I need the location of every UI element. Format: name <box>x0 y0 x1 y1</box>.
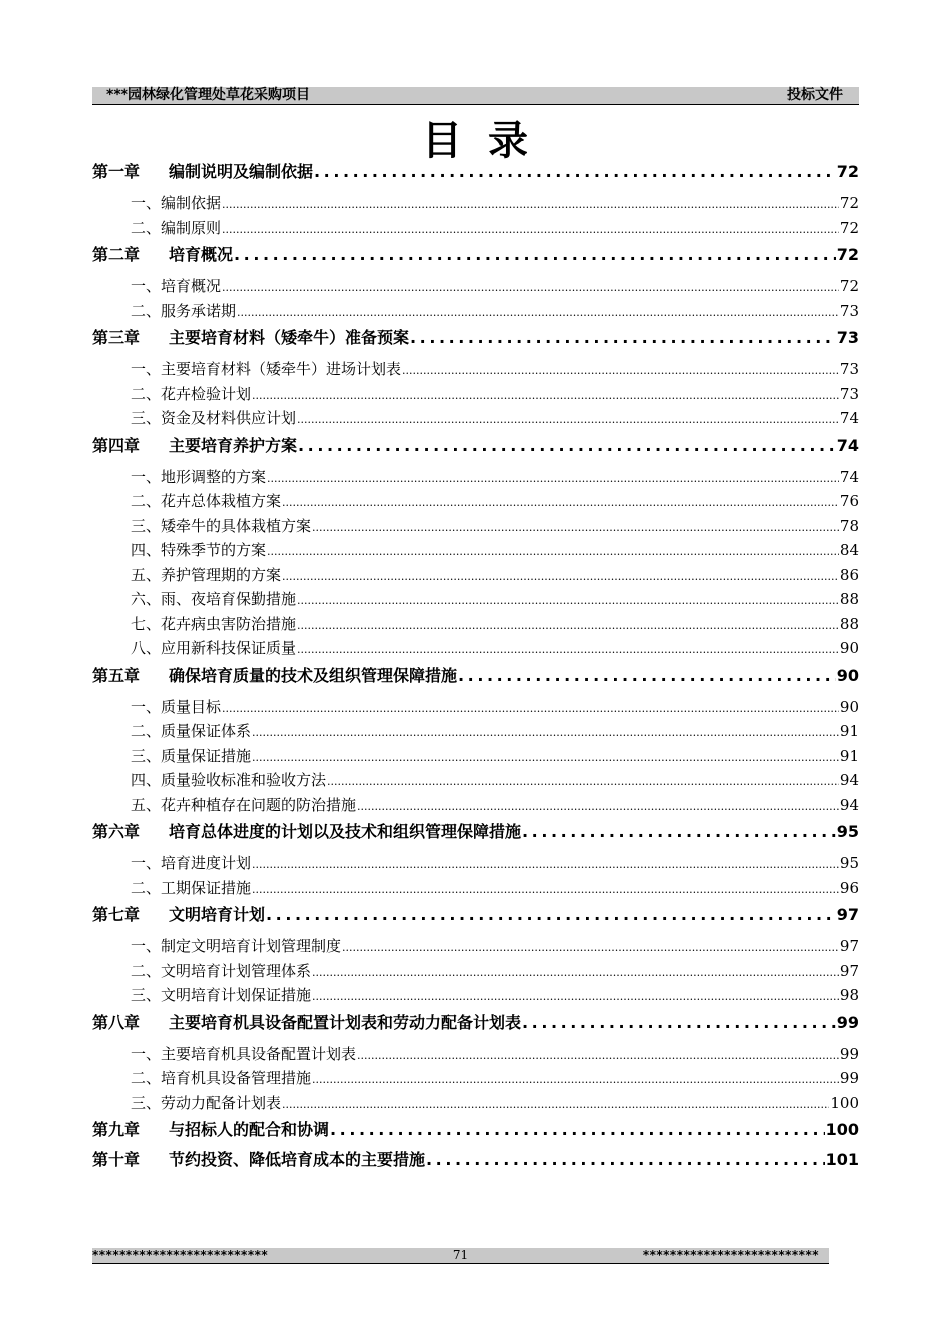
toc-chapter-number: 第八章 <box>92 1012 141 1032</box>
toc-section-number: 二、 <box>131 301 162 320</box>
toc-section-entry[interactable] <box>92 461 859 490</box>
toc-leader-dots <box>312 959 839 986</box>
toc-leader-dots <box>330 1115 825 1145</box>
toc-chapter-title: 主要培育材料（矮牵牛）准备预案 <box>169 328 410 347</box>
toc-chapter-entry[interactable] <box>92 1115 859 1145</box>
toc-leader-dots <box>312 514 839 541</box>
toc-chapter-page: 73 <box>836 328 859 347</box>
toc-leader-dots <box>522 817 836 847</box>
toc-section-entry[interactable] <box>92 406 859 431</box>
toc-section-number: 二、 <box>131 878 162 897</box>
toc-section-page: 73 <box>839 301 859 320</box>
toc-section-page: 99 <box>839 1069 859 1087</box>
toc-section-number: 一、 <box>131 937 162 955</box>
toc-chapter-title: 确保培育质量的技术及组织管理保障措施 <box>169 665 458 685</box>
page-header <box>92 87 859 105</box>
toc-section-page: 97 <box>839 937 859 955</box>
toc-section-title: 编制依据 <box>161 194 222 212</box>
toc-leader-dots <box>357 793 839 820</box>
toc-chapter-page: 90 <box>836 665 859 685</box>
toc-chapter-number: 第九章 <box>92 1120 141 1139</box>
toc-section-page: 94 <box>839 795 859 814</box>
toc-leader-dots <box>282 489 839 516</box>
toc-section-page: 88 <box>839 590 859 608</box>
toc-section-number: 六、 <box>131 590 162 608</box>
toc-leader-dots <box>222 216 839 243</box>
toc-section-page: 84 <box>839 541 859 559</box>
toc-leader-dots <box>342 934 839 961</box>
toc-leader-dots <box>252 744 839 771</box>
toc-section-entry[interactable] <box>92 216 859 241</box>
toc-section-page: 88 <box>839 614 859 633</box>
toc-section-number: 七、 <box>131 614 162 633</box>
toc-leader-dots <box>297 636 839 663</box>
toc-chapter-number: 第五章 <box>92 665 141 685</box>
toc-section-page: 74 <box>839 467 859 486</box>
toc-chapter-page: 101 <box>825 1150 859 1169</box>
toc-section-entry[interactable] <box>92 876 859 901</box>
toc-section-number: 一、 <box>131 194 162 212</box>
toc-section-title: 文明培育计划保证措施 <box>161 986 312 1004</box>
toc-leader-dots <box>357 1042 839 1069</box>
toc-leader-dots <box>252 382 839 409</box>
toc-section-entry[interactable] <box>92 959 859 984</box>
toc-section-entry[interactable] <box>92 719 859 744</box>
toc-section-title: 地形调整的方案 <box>161 467 267 486</box>
toc-section-number: 一、 <box>131 697 162 716</box>
toc-section-title: 花卉检验计划 <box>161 384 252 403</box>
toc-leader-dots <box>522 1008 836 1038</box>
toc-leader-dots <box>297 612 839 639</box>
toc-chapter-title: 文明培育计划 <box>169 905 266 924</box>
toc-section-number: 二、 <box>131 492 162 510</box>
toc-chapter-page: 72 <box>836 245 859 264</box>
toc-chapter-entry[interactable] <box>92 323 859 353</box>
toc-section-title: 质量保证措施 <box>161 746 252 765</box>
toc-chapter-title: 节约投资、降低培育成本的主要措施 <box>169 1150 426 1169</box>
footer-left-stars: ************************** <box>92 1248 269 1262</box>
toc-section-title: 制定文明培育计划管理制度 <box>161 937 342 955</box>
toc-leader-dots <box>314 157 836 187</box>
toc-section-entry[interactable] <box>92 270 859 299</box>
toc-section-page: 95 <box>839 854 859 872</box>
toc-section-entry[interactable] <box>92 187 859 216</box>
toc-section-page: 72 <box>839 194 859 212</box>
toc-section-title: 质量验收标准和验收方法 <box>161 771 327 789</box>
toc-leader-dots <box>458 661 836 691</box>
toc-chapter-number: 第二章 <box>92 245 141 264</box>
toc-section-number: 一、 <box>131 1044 162 1063</box>
toc-section-page: 98 <box>839 986 859 1004</box>
toc-section-number: 三、 <box>131 516 162 535</box>
toc-section-page: 96 <box>839 878 859 897</box>
toc-chapter-number: 第四章 <box>92 435 141 455</box>
toc-leader-dots <box>327 768 839 795</box>
toc-section-entry[interactable] <box>92 768 859 793</box>
toc-leader-dots <box>402 357 839 384</box>
toc-section-number: 三、 <box>131 746 162 765</box>
toc-section-page: 76 <box>839 492 859 510</box>
toc-chapter-entry[interactable] <box>92 661 859 691</box>
toc-chapter-title: 编制说明及编制依据 <box>169 162 314 181</box>
toc-section-entry[interactable] <box>92 382 859 407</box>
toc-section-entry[interactable] <box>92 636 859 661</box>
toc-section-page: 91 <box>839 722 859 740</box>
toc-section-title: 矮牵牛的具体栽植方案 <box>161 516 312 535</box>
toc-section-number: 二、 <box>131 1069 162 1087</box>
toc-section-title: 服务承诺期 <box>161 301 237 320</box>
toc-chapter-number: 第十章 <box>92 1150 141 1169</box>
toc-leader-dots <box>312 1066 839 1093</box>
toc-leader-dots <box>222 274 839 301</box>
toc-chapter-entry[interactable] <box>92 900 859 930</box>
toc-leader-dots <box>237 299 839 326</box>
toc-leader-dots <box>267 465 839 492</box>
toc-section-entry[interactable] <box>92 744 859 769</box>
toc-section-entry[interactable] <box>92 847 859 876</box>
toc-section-title: 花卉病虫害防治措施 <box>161 614 297 633</box>
toc-section-title: 文明培育计划管理体系 <box>161 961 312 980</box>
toc-leader-dots <box>410 323 836 353</box>
toc-section-title: 特殊季节的方案 <box>161 541 267 559</box>
toc-chapter-entry[interactable] <box>92 240 859 270</box>
toc-leader-dots <box>297 587 839 614</box>
toc-chapter-page: 74 <box>836 435 859 455</box>
toc-section-entry[interactable] <box>92 691 859 720</box>
toc-section-page: 73 <box>839 360 859 378</box>
toc-section-entry[interactable] <box>92 1091 859 1116</box>
toc-chapter-number: 第七章 <box>92 905 141 924</box>
toc-chapter-page: 72 <box>836 162 859 181</box>
toc-leader-dots <box>234 240 836 270</box>
toc-chapter-page: 97 <box>836 905 859 924</box>
toc-chapter-number: 第三章 <box>92 328 141 347</box>
toc-chapter-page: 95 <box>836 822 859 841</box>
toc-section-entry[interactable] <box>92 353 859 382</box>
toc-section-entry[interactable] <box>92 587 859 612</box>
toc-section-page: 97 <box>839 961 859 980</box>
toc-section-entry[interactable] <box>92 489 859 514</box>
toc-leader-dots <box>282 563 839 590</box>
toc-leader-dots <box>297 406 839 433</box>
toc-section-number: 二、 <box>131 218 162 237</box>
toc-leader-dots <box>426 1145 825 1175</box>
table-of-contents <box>92 157 859 1180</box>
toc-section-title: 应用新科技保证质量 <box>161 639 297 657</box>
toc-section-title: 培育机具设备管理措施 <box>161 1069 312 1087</box>
toc-chapter-number: 第六章 <box>92 822 141 841</box>
toc-section-entry[interactable] <box>92 1066 859 1091</box>
toc-section-number: 一、 <box>131 467 162 486</box>
toc-leader-dots <box>298 431 836 461</box>
toc-chapter-title: 培育总体进度的计划以及技术和组织管理保障措施 <box>169 822 522 841</box>
toc-section-entry[interactable] <box>92 930 859 959</box>
toc-section-number: 三、 <box>131 1093 162 1112</box>
toc-section-entry[interactable] <box>92 793 859 818</box>
toc-leader-dots <box>252 719 839 746</box>
toc-section-page: 74 <box>839 409 859 427</box>
toc-section-title: 花卉种植存在问题的防治措施 <box>161 795 357 814</box>
toc-chapter-title: 培育概况 <box>169 245 234 264</box>
toc-section-title: 质量保证体系 <box>161 722 252 740</box>
page-footer <box>92 1248 829 1264</box>
toc-section-entry[interactable] <box>92 538 859 563</box>
toc-section-entry[interactable] <box>92 514 859 539</box>
toc-section-entry[interactable] <box>92 563 859 588</box>
footer-right-stars: ************************** <box>642 1248 819 1262</box>
toc-section-entry[interactable] <box>92 1038 859 1067</box>
toc-section-entry[interactable] <box>92 612 859 637</box>
toc-section-title: 主要培育机具设备配置计划表 <box>161 1044 357 1063</box>
toc-section-entry[interactable] <box>92 299 859 324</box>
toc-section-title: 质量目标 <box>161 697 222 716</box>
toc-chapter-entry[interactable] <box>92 157 859 187</box>
toc-section-number: 二、 <box>131 722 162 740</box>
toc-section-page: 90 <box>839 697 859 716</box>
toc-chapter-title: 与招标人的配合和协调 <box>169 1120 330 1139</box>
toc-section-title: 劳动力配备计划表 <box>161 1093 282 1112</box>
toc-chapter-entry[interactable] <box>92 817 859 847</box>
toc-section-page: 72 <box>839 277 859 295</box>
toc-section-page: 73 <box>839 384 859 403</box>
toc-section-number: 五、 <box>131 565 162 584</box>
toc-chapter-title: 主要培育机具设备配置计划表和劳动力配备计划表 <box>169 1012 522 1032</box>
footer-page-number: 71 <box>452 1248 469 1262</box>
toc-section-number: 四、 <box>131 541 162 559</box>
toc-chapter-page: 100 <box>825 1120 859 1139</box>
toc-section-title: 工期保证措施 <box>161 878 252 897</box>
toc-section-page: 91 <box>839 746 859 765</box>
toc-chapter-title: 主要培育养护方案 <box>169 435 298 455</box>
toc-chapter-entry[interactable] <box>92 1008 859 1038</box>
toc-title: 目录 <box>422 117 554 164</box>
toc-section-number: 三、 <box>131 409 162 427</box>
toc-section-page: 72 <box>839 218 859 237</box>
toc-leader-dots <box>266 900 836 930</box>
toc-leader-dots <box>222 191 839 218</box>
toc-section-title: 培育概况 <box>161 277 222 295</box>
toc-section-title: 培育进度计划 <box>161 854 252 872</box>
toc-chapter-number: 第一章 <box>92 162 141 181</box>
toc-section-number: 二、 <box>131 961 162 980</box>
toc-section-entry[interactable] <box>92 983 859 1008</box>
toc-section-title: 雨、夜培育保勤措施 <box>161 590 297 608</box>
toc-chapter-page: 99 <box>836 1012 859 1032</box>
toc-section-number: 五、 <box>131 795 162 814</box>
toc-section-number: 八、 <box>131 639 162 657</box>
toc-section-title: 主要培育材料（矮牵牛）进场计划表 <box>161 360 402 378</box>
toc-section-title: 养护管理期的方案 <box>161 565 282 584</box>
toc-section-page: 90 <box>839 639 859 657</box>
toc-section-number: 二、 <box>131 384 162 403</box>
toc-section-page: 78 <box>839 516 859 535</box>
toc-section-title: 资金及材料供应计划 <box>161 409 297 427</box>
toc-section-page: 86 <box>839 565 859 584</box>
toc-chapter-entry[interactable] <box>92 431 859 461</box>
toc-section-number: 三、 <box>131 986 162 1004</box>
header-project-name: ***园林绿化管理处草花采购项目 <box>106 87 310 103</box>
header-document-type: 投标文件 <box>787 87 843 103</box>
toc-leader-dots <box>312 983 839 1010</box>
toc-section-page: 99 <box>839 1044 859 1063</box>
toc-section-page: 100 <box>830 1093 859 1112</box>
toc-section-number: 一、 <box>131 277 162 295</box>
toc-leader-dots <box>252 851 839 878</box>
toc-leader-dots <box>252 876 839 903</box>
toc-chapter-entry[interactable] <box>92 1145 859 1180</box>
toc-section-title: 编制原则 <box>161 218 222 237</box>
toc-leader-dots <box>222 695 839 722</box>
toc-section-number: 一、 <box>131 360 162 378</box>
toc-section-number: 四、 <box>131 771 162 789</box>
toc-leader-dots <box>267 538 839 565</box>
toc-section-title: 花卉总体栽植方案 <box>161 492 282 510</box>
toc-leader-dots <box>282 1091 829 1118</box>
toc-section-number: 一、 <box>131 854 162 872</box>
toc-section-page: 94 <box>839 771 859 789</box>
